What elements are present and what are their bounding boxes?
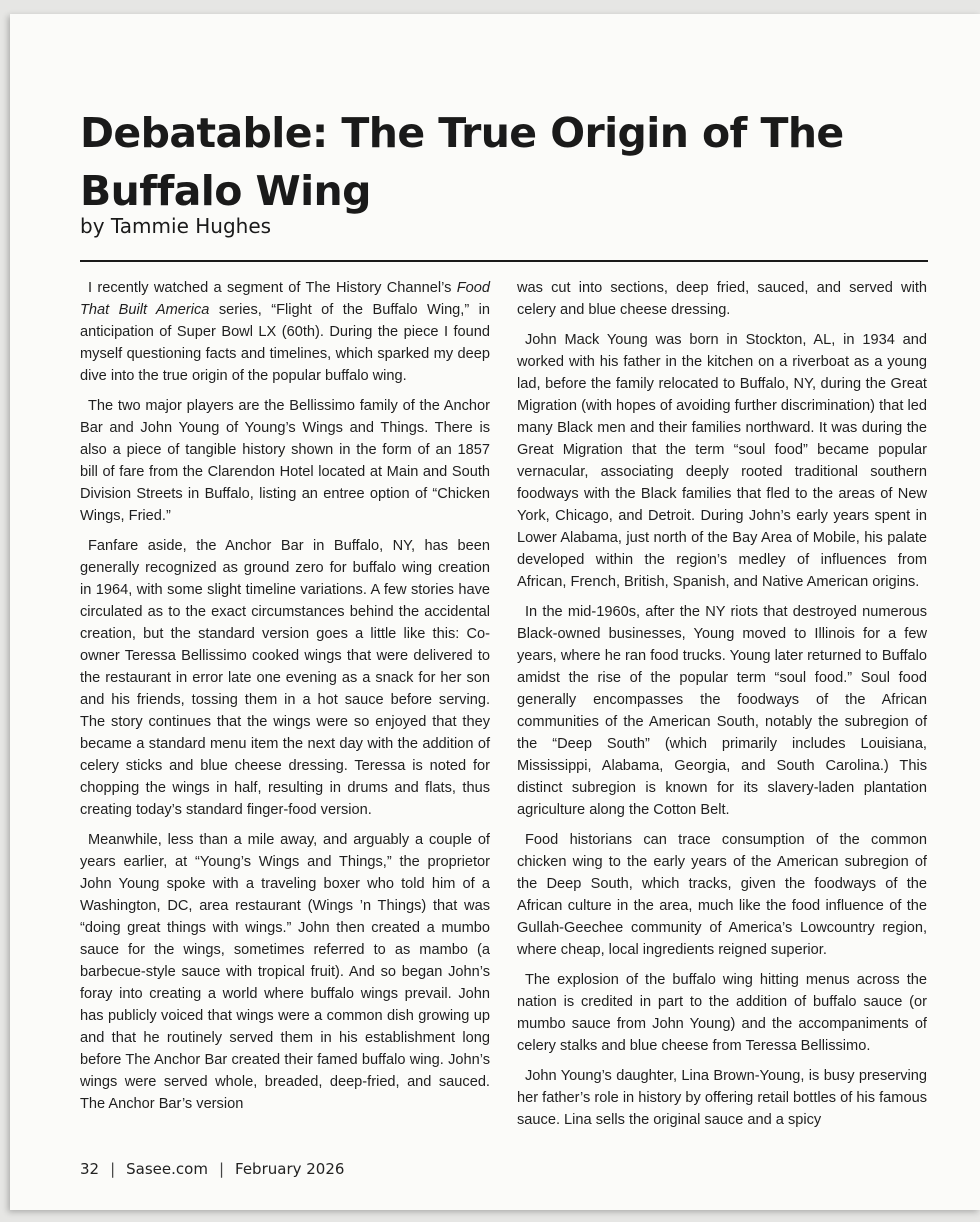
paragraph-lina-brown-young: John Young’s daughter, Lina Brown-Young, is busy preserving her father’s role in history by offering retail bottles of his famous sauce. Lina sells the original sauce and a spicy (517, 1068, 927, 1128)
article-byline: by Tammie Hughes (80, 214, 272, 238)
article-title: Debatable: The True Origin of The Buffalo Wing (80, 109, 844, 215)
paragraph-food-historians: Food historians can trace consumption of the common chicken wing to the early years of the American subregion of the Deep South, which tracks, given the foodways of the African culture in the area, much like the food influence of the Gullah-Geechee community of America’s Lowcountry region, where cheap, local ingredients reigned superior. (517, 832, 927, 958)
paragraph-intro-text-1: I recently watched a segment of The History Channel’s (88, 280, 457, 296)
paragraph-intro (80, 277, 490, 387)
paragraph-explosion: The explosion of the buffalo wing hitting menus across the nation is credited in part to the addition of buffalo sauce (or mumbo sauce from John Young) and the accompaniments of celery stalks and blue cheese from Teressa Bellissimo. (517, 972, 927, 1054)
column-left (80, 277, 490, 1123)
paragraph-major-players: The two major players are the Bellissimo family of the Anchor Bar and John Young of Young’s Wings and Things. There is also a piece of tangible history shown in the form of an 1857 bill of fare from the Clarendon Hotel located at Main and South Division Streets in Buffalo, listing an entree option of “Chicken Wings, Fried.” (80, 398, 490, 524)
footer-site: Sasee.com (126, 1160, 208, 1178)
paragraph-youngs-wings: Meanwhile, less than a mile away, and arguably a couple of years earlier, at “Young’s Wings and Things,” the proprietor John Young spoke with a traveling boxer who told him of a Washington, DC, area restaurant (Wings ’n Things) that was “doing great things with wings.” John then created a mumbo sauce for the wings, sometimes referred to as mambo (a barbecue-style sauce with tropical fruit). And so began John’s foray into creating a world where buffalo wings prevail. John has publicly voiced that wings were a common dish growing up and that he routinely served them in his establishment long before The Anchor Bar created their famed buffalo wing. John’s wings were served whole, breaded, deep-fried, and sauced. The Anchor Bar’s version (80, 832, 490, 1112)
paragraph-intro-text-2: series, “Flight of the Buffalo Wing,” in anticipation of Super Bowl LX (60th). During the piece I found myself questioning facts and timelines, which sparked my deep dive into the true origin of the popular buffalo wing. (80, 302, 490, 384)
footer-issue: February 2026 (235, 1160, 345, 1178)
column-right (517, 277, 927, 1139)
footer-separator: | (110, 1160, 116, 1178)
show-title: Food That Built America (80, 280, 490, 318)
page-footer (80, 1160, 344, 1178)
paragraph-john-mack-young: John Mack Young was born in Stockton, AL, in 1934 and worked with his father in the kitchen on a riverboat as a young lad, before the family relocated to Buffalo, NY, during the Great Migration (with hopes of avoiding further discrimination) that led many Black men and their families northward. It was during the Great Migration that the term “soul food” became popular vernacular, associating deeply rooted traditional southern foodways with the Black families that fled to the areas of New York, Chicago, and Detroit. During John’s early years spent in Lower Alabama, just north of the Bay Area of Mobile, his palate developed within the region’s medley of influences from African, French, British, Spanish, and Native American origins. (517, 332, 927, 590)
title-divider (80, 260, 928, 262)
paragraph-mid-1960s: In the mid-1960s, after the NY riots that destroyed numerous Black-owned businesses, Young moved to Illinois for a few years, where he ran food trucks. Young later returned to Buffalo amidst the rise of the popular term “soul food.” Soul food generally encompasses the foodways of the African communities of the American South, notably the subregion of the “Deep South” (which primarily includes Louisiana, Mississippi, Alabama, Georgia, and South Carolina.) This distinct subregion is known for its slavery-laden plantation agriculture along the Cotton Belt. (517, 604, 927, 818)
footer-separator: | (218, 1160, 225, 1178)
magazine-page (10, 14, 980, 1210)
paragraph-anchor-bar: Fanfare aside, the Anchor Bar in Buffalo, NY, has been generally recognized as ground zero for buffalo wing creation in 1964, with some slight timeline variations. A few stories have circulated as to the exact circumstances behind the accidental creation, but the standard version goes a little like this: Co-owner Teressa Bellissimo cooked wings that were delivered to the restaurant in error late one evening as a snack for her son and his friends, tossing them in a hot sauce before serving. The story continues that the wings were so enjoyed that they became a standard menu item the next day with the addition of celery sticks and blue cheese dressing. Teressa is noted for chopping the wings in half, resulting in drums and flats, thus creating today’s standard finger-food version. (80, 538, 490, 818)
page-number: 32 (80, 1160, 100, 1178)
paragraph-continuation: was cut into sections, deep fried, sauced, and served with celery and blue cheese dressing. (517, 280, 927, 318)
